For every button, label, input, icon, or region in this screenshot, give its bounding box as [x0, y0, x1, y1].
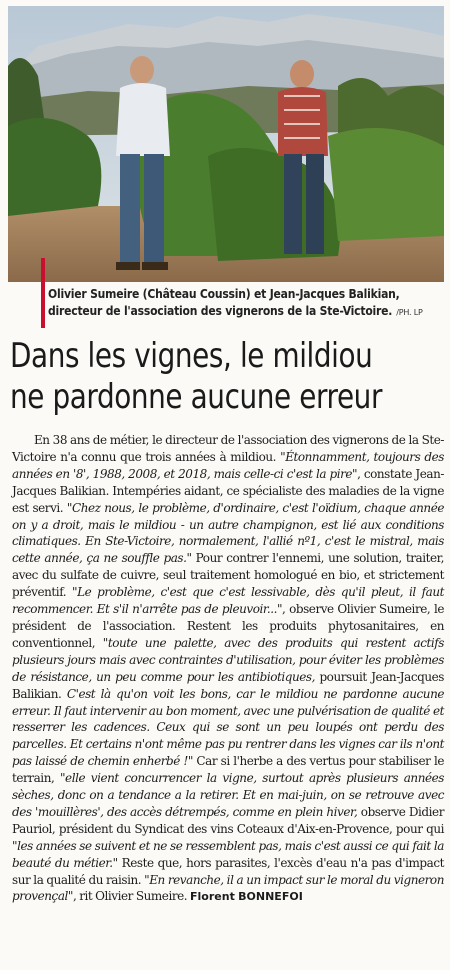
photo-caption	[8, 286, 444, 324]
photo-credit: /PH. LP	[396, 308, 423, 317]
quote-3: "Le problème, c'est que c'est lessivable, dès qu'il pleut, il faut recommencer. Et s'il n'arrête pas de pleuvoir..."	[12, 585, 445, 617]
article-photo	[8, 6, 444, 282]
body-text-1: En 38 ans de métier, le directeur de l'association des vignerons de la Ste-Victoire n'a connu que trois années à mildiou.	[12, 433, 444, 464]
quote-5: C'est là qu'on voit les bons, car le mildiou ne pardonne aucune erreur. Il faut intervenir au bon moment, avec une pulvérisation de qualité et resserrer les cadences. Ceux qui se sont un peu loupés ont perdu des parcelles. Et certains n'ont même pas pu rentrer dans les vignes car ils n'ont pas laissé de chemin enherbé !"	[12, 686, 444, 769]
quote-8: "En revanche, il a un impact sur le moral du vigneron provençal"	[12, 872, 444, 904]
caption-accent-rule	[41, 258, 45, 328]
body-text-6: Car si l'herbe a des vertus pour stabiliser le terrain,	[12, 754, 445, 786]
headline-line-1: Dans les vignes, le mildiou	[10, 336, 373, 376]
quote-4: "toute une palette, avec des produits qui restent actifs plusieurs jours mais avec contraintes d'utilisation, pour éviter les problèmes de résistance, un peu comme pour les antibiotiques,	[12, 635, 444, 684]
quote-1: "Étonnamment, toujours des années en '8', 1988, 2008, et 2018, mais celle-ci c'est la pire"	[12, 449, 444, 481]
quote-7: "les années se suivent et ne se ressemblent pas, mais c'est aussi ce qui fait la beauté du métier."	[12, 838, 444, 870]
body-text-3: Pour contrer l'ennemi, une solution, traiter, avec du sulfate de cuivre, seul traitement homologué en bio, et strictement préventif.	[12, 551, 444, 600]
quote-6: "elle vient concurrencer la vigne, surtout après plusieurs années sèches, donc on a tendance a la retirer. Et en mai-juin, on se retrouve avec des 'mouillères', des accès détrempés, comme en plein hiver,	[12, 771, 444, 819]
body-text-8: Reste que, hors parasites, l'excès d'eau n'a pas d'impact sur la qualité du raisin.	[12, 855, 444, 887]
article-body	[12, 432, 444, 906]
body-text-4: , observe Olivier Sumeire, le président de l'association. Restent les produits phytosanitaires, en conventionnel,	[12, 602, 444, 650]
headline-line-2: ne pardonne aucune erreur	[10, 377, 382, 417]
caption-text: Olivier Sumeire (Château Coussin) et Jean-Jacques Balikian, directeur de l'association des vignerons de la Ste-Victoire.	[48, 287, 400, 318]
body-text-5: poursuit Jean-Jacques Balikian.	[12, 669, 444, 701]
article-headline	[10, 336, 442, 418]
body-text-7: observe Didier Pauriol, président du Syndicat des vins Coteaux d'Aix-en-Provence, pour qui	[12, 804, 444, 836]
body-text-9: , rit Olivier Sumeire.	[73, 889, 191, 904]
quote-2: "Chez nous, le problème, d'ordinaire, c'est l'oïdium, chaque année on y a droit, mais le mildiou - un autre champignon, est lié aux conditions climatiques. En Ste-Victoire, normalement, l'allié nº1, c'est le mistral, mais cette année, ça ne souffle pas."	[12, 500, 444, 566]
body-text-2: , constate Jean-Jacques Balikian. Intempéries aidant, ce spécialiste des maladies de la vigne est servi.	[12, 466, 444, 515]
author-byline: Florent BONNEFOI	[190, 890, 303, 904]
